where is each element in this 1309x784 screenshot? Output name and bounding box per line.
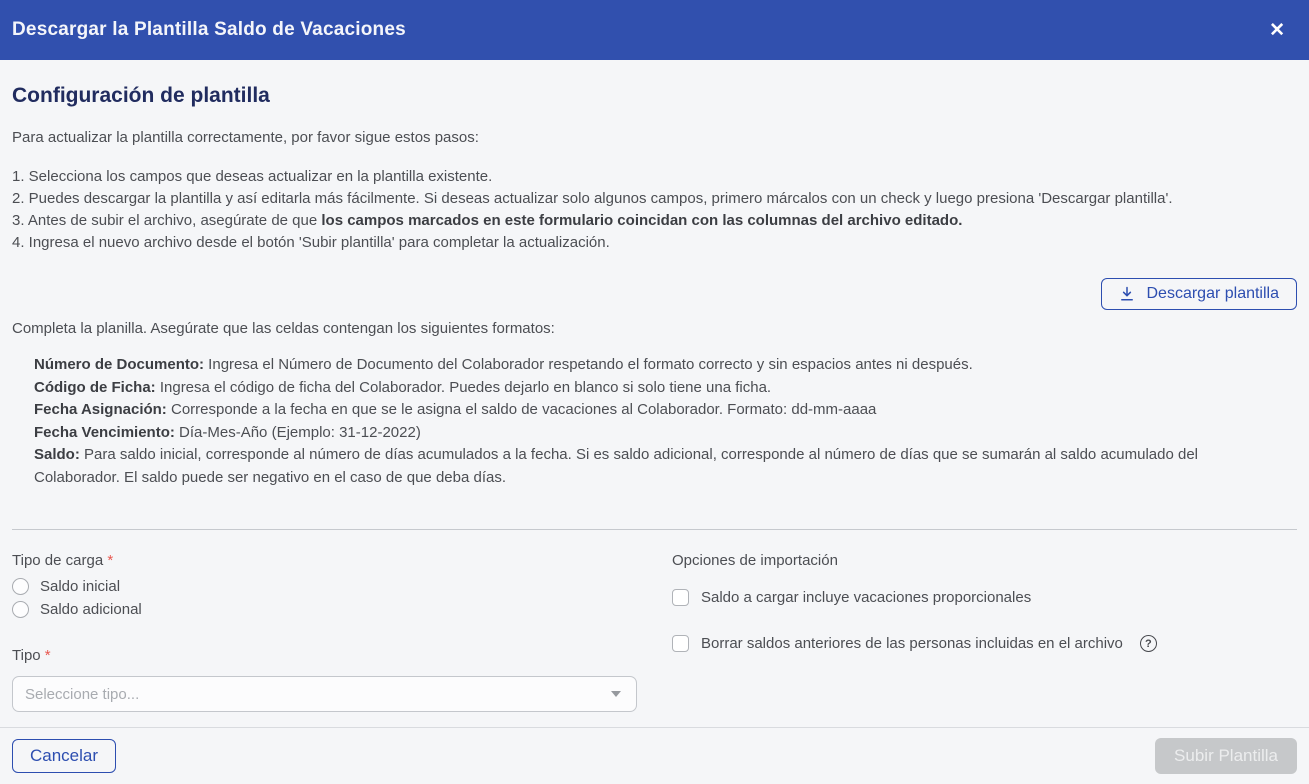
radio-circle-icon[interactable] [12,578,29,595]
close-icon[interactable]: ✕ [1269,19,1285,41]
modal-title: Descargar la Plantilla Saldo de Vacaciones [12,19,406,40]
submit-button[interactable]: Subir Plantilla [1155,738,1297,774]
modal-footer [0,727,1309,784]
form-left-column [12,552,637,712]
form-section [12,552,1297,712]
format-item: Saldo: Para saldo inicial, corresponde al número de días acumulados a la fecha. Si es saldo adicional, corresponde al número de días que se sumarán al saldo acumulado del Colaborador. El saldo puede ser negativo en el caso de que deba días. [34,446,1199,486]
required-asterisk: * [44,647,51,664]
download-icon [1119,286,1135,302]
format-item: Fecha Asignación: Corresponde a la fecha en que se le asigna el saldo de vacaciones al Colaborador. Formato: dd-mm-aaaa [34,401,877,418]
download-row [12,278,1297,310]
tipo-select[interactable] [12,676,637,712]
format-item: Número de Documento: Ingresa el Número de Documento del Colaborador respetando el formato correcto y sin espacios antes ni después. [34,356,973,373]
modal-body [0,60,1309,727]
format-item: Fecha Vencimiento: Día-Mes-Año (Ejemplo: 31-12-2022) [34,423,421,441]
tipo-carga-label: Tipo de carga * [12,552,114,569]
cancel-button[interactable]: Cancelar [12,739,116,773]
section-divider [12,529,1297,530]
checkbox-borrar-saldos[interactable]: Borrar saldos anteriores de las personas incluidas en el archivo ? [672,635,1157,652]
formats-intro: Completa la planilla. Asegúrate que las celdas contengan los siguientes formatos: [12,320,555,337]
steps-list [12,166,1297,254]
checkbox-icon[interactable] [672,635,689,652]
step-4: 4. Ingresa el nuevo archivo desde el botón 'Subir plantilla' para completar la actualización. [12,234,610,251]
radio-circle-icon[interactable] [12,601,29,618]
download-template-button[interactable] [1101,278,1297,310]
step-3: 3. Antes de subir el archivo, asegúrate de que los campos marcados en este formulario coincidan con las columnas del archivo editado. [12,212,963,229]
formats-list [12,354,1297,489]
section-title: Configuración de plantilla [12,84,270,107]
help-icon[interactable]: ? [1140,635,1157,652]
download-button-label: Descargar plantilla [1146,285,1279,302]
tipo-select-placeholder: Seleccione tipo... [25,685,140,703]
form-right-column [672,552,1157,652]
modal-header [0,0,1309,60]
import-options-title: Opciones de importación [672,552,838,569]
radio-saldo-inicial[interactable]: Saldo inicial [12,578,637,595]
chevron-down-icon [611,691,621,697]
intro-text: Para actualizar la plantilla correctamente, por favor sigue estos pasos: [12,129,479,146]
radio-saldo-adicional[interactable]: Saldo adicional [12,601,637,618]
tipo-label: Tipo * [12,647,51,664]
checkbox-vacaciones-proporcionales[interactable]: Saldo a cargar incluye vacaciones proporcionales [672,589,1157,606]
step-1: 1. Selecciona los campos que deseas actualizar en la plantilla existente. [12,168,493,185]
format-item: Código de Ficha: Ingresa el código de ficha del Colaborador. Puedes dejarlo en blanco si solo tiene una ficha. [34,378,772,396]
tipo-carga-radio-group [12,578,637,618]
required-asterisk: * [107,552,114,569]
checkbox-icon[interactable] [672,589,689,606]
step-2: 2. Puedes descargar la plantilla y así editarla más fácilmente. Si deseas actualizar solo algunos campos, primero márcalos con un check y luego presiona 'Descargar plantilla'. [12,190,1173,207]
